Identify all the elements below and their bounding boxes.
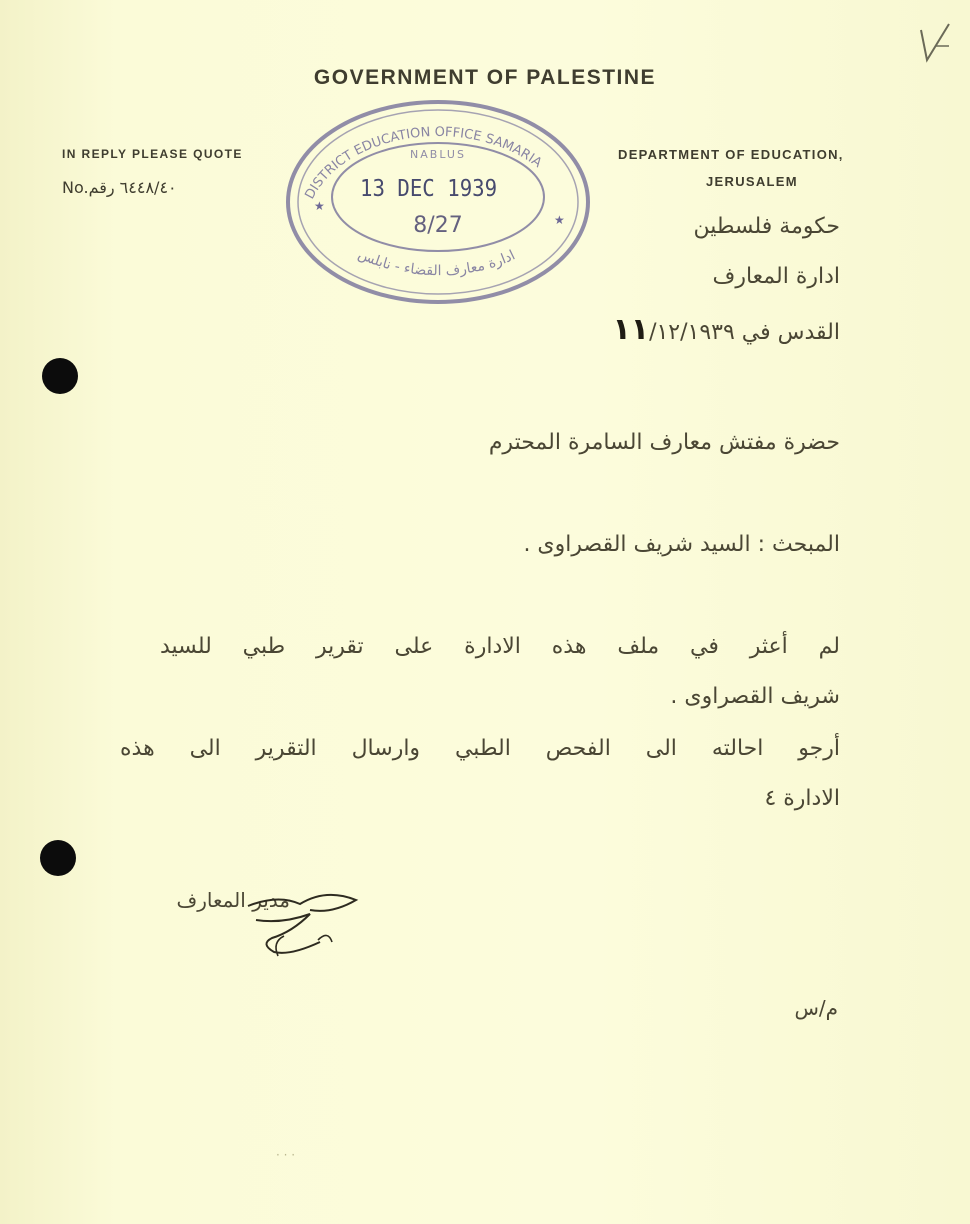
ar-department: ادارة المعارف	[712, 264, 840, 289]
punch-hole-bottom	[40, 840, 76, 876]
handwritten-signature	[160, 880, 370, 970]
typist-initials: م/س	[794, 996, 838, 1020]
letter-para1-line1: لم أعثر في ملف هذه الادارة على تقرير طبي للسيد	[160, 634, 840, 659]
stamp-top-text: DISTRICT EDUCATION OFFICE SAMARIA	[302, 124, 545, 202]
reply-quote-label: IN REPLY PLEASE QUOTE	[62, 147, 243, 161]
letterhead-government: GOVERNMENT OF PALESTINE	[313, 66, 657, 89]
ar-place-date	[612, 312, 840, 347]
handwritten-check-mark	[915, 20, 955, 65]
letterhead-city: JERUSALEM	[706, 174, 798, 189]
stamp-star-left: ★	[314, 199, 325, 213]
stamp-date: 13 DEC 1939	[360, 176, 498, 202]
letter-addressee: حضرة مفتش معارف السامرة المحترم	[488, 430, 840, 455]
letterhead-department: DEPARTMENT OF EDUCATION,	[618, 147, 844, 162]
stamp-handwritten-ref: 8/27	[413, 213, 463, 238]
letter-para2-line1: أرجو احالته الى الفحص الطبي وارسال التقرير الى هذه	[120, 736, 840, 761]
office-stamp	[278, 92, 598, 312]
ar-day-handwritten: ١١	[612, 312, 650, 347]
reference-number: No.٦٤٤٨/٤٠ رقم	[62, 178, 177, 197]
ar-government: حكومة فلسطين	[693, 214, 840, 239]
stamp-star-right: ★	[554, 213, 565, 227]
stamp-city: NABLUS	[410, 148, 466, 161]
stamp-bottom-text: ادارة معارف القضاء - نابلس	[355, 246, 518, 280]
letter-para2-line2: الادارة ٤	[764, 786, 840, 811]
letter-subject: المبحث : السيد شريف القصراوى .	[523, 532, 840, 557]
ar-place-prefix: القدس في	[741, 320, 840, 345]
signature-title: مدير المعارف	[176, 888, 290, 912]
faint-mark: · · ·	[276, 1148, 296, 1162]
punch-hole-top	[42, 358, 78, 394]
letter-para1-line2: شريف القصراوى .	[670, 684, 840, 709]
ar-date-rest: /١٢/١٩٣٩	[649, 320, 735, 345]
